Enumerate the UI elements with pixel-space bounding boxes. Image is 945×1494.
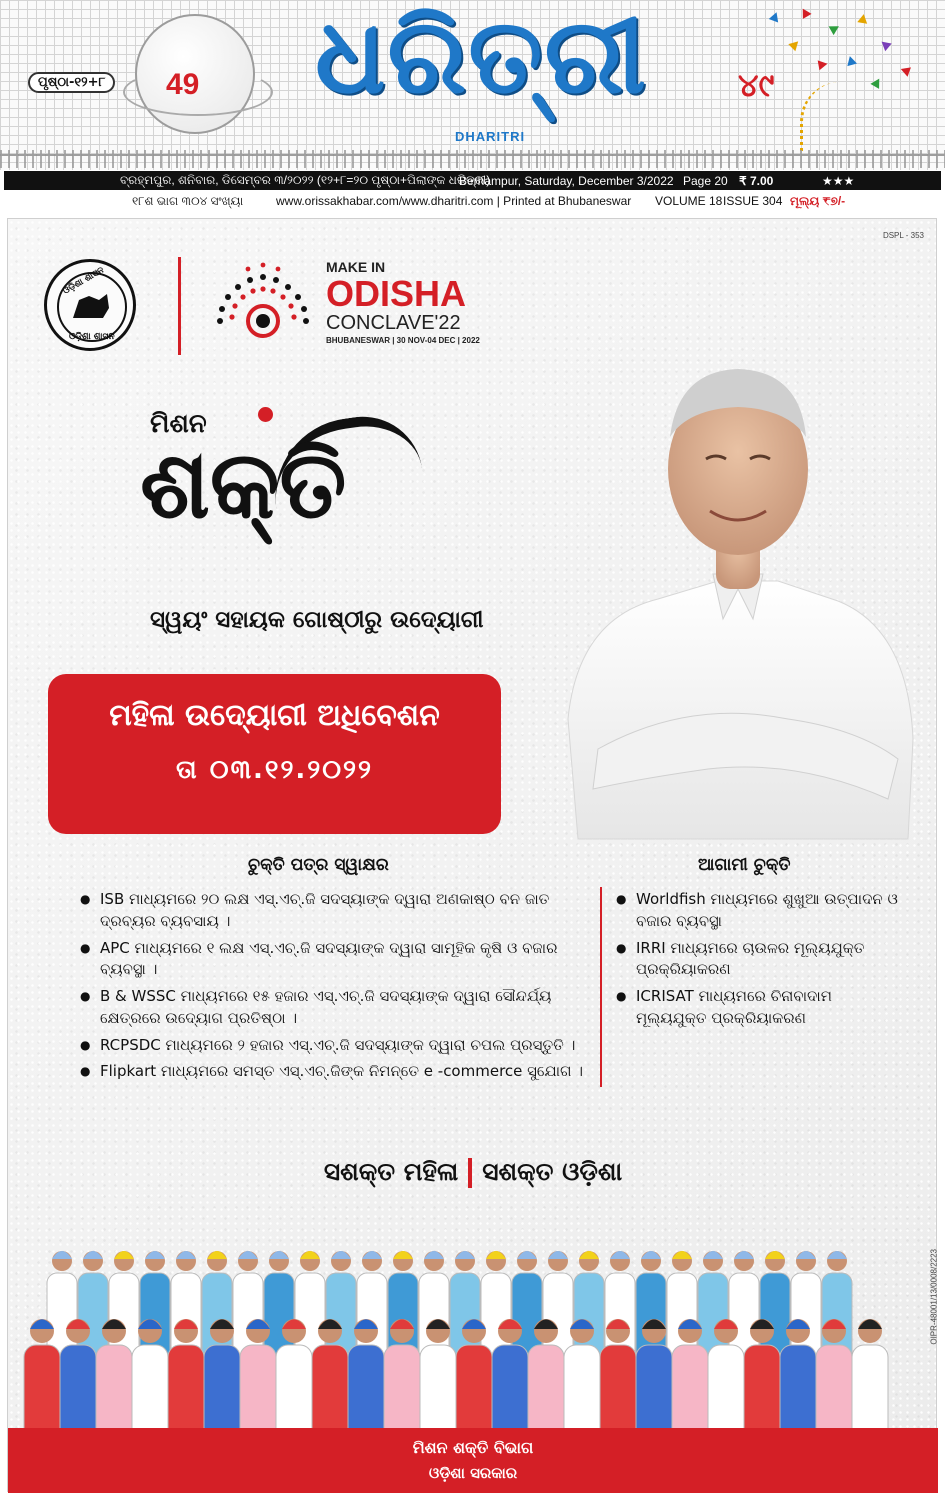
conclave-dot-eye-icon [208,261,318,339]
emblem-text-top: ଓଡ଼ିଶା ଶାସନ [61,265,107,297]
slogan-right: ସଶକ୍ତ ଓଡ଼ିଶା [482,1157,623,1186]
issue: ISSUE 304 [723,194,783,208]
upcoming-agreement-item: ● IRRI ମାଧ୍ୟମରେ ଚାଉଳର ମୂଲ୍ୟଯୁକ୍ତ ପ୍ରକ୍ରିୟାକରଣ [616,938,906,982]
elephant-horse-icon [69,288,113,324]
price-odia: ମୂଲ୍ୟ ₹୭/- [790,194,846,208]
government-name: ଓଡ଼ିଶା ସରକାର [428,1464,518,1482]
oipr-code: OIPR-48001/13/0008/2223 [930,1249,939,1345]
dateline-odia: ବ୍ରହ୍ମପୁର, ଶନିବାର, ଡିସେମ୍ବର ୩/୨୦୨୨ (୧୨+୮=୨୦ ପୃଷ୍ଠା+ପିଲାଙ୍କ ଧରିତ୍ରୀ) [120,173,491,187]
newspaper-title-latin: DHARITRI [455,129,526,144]
issue-number-left: 49 [166,68,200,101]
upcoming-agreements-list [616,889,906,1035]
odisha-emblem-icon [44,259,136,351]
event-box [48,674,501,834]
signed-agreement-item: ● ISB ମାଧ୍ୟମରେ ୨୦ ଲକ୍ଷ ଏସ୍.ଏଚ୍.ଜି ସଦସ୍ୟାଙ୍କ ଦ୍ୱାରା ଅଣକାଷ୍ଠ ବନ ଜାତ ଦ୍ରବ୍ୟର ବ୍ୟବସାୟ । [80,889,585,933]
chief-minister-portrait [538,319,918,839]
make-in-odisha-logo [326,259,480,345]
tagline: ସ୍ୱୟଂ ସହାୟକ ଗୋଷ୍ଠୀରୁ ଉଦ୍ୟୋଗୀ [150,607,484,633]
mission-word: ମିଶନ [150,409,207,439]
signed-agreements-list [80,889,585,1088]
volume-odia: ୧୮ଶ ଭାଗ ୩୦୪ ସଂଖ୍ୟା [132,194,244,208]
issue-number-right: ୪୯ [738,66,775,104]
women-entrepreneurs-group-photo [22,1219,922,1427]
page-number: Page 20 [683,173,728,188]
pages-badge: ପୃଷ୍ଠା-୧୨+୮ [28,72,115,93]
price: ₹ 7.00 [739,173,774,188]
dateline [4,171,941,190]
mission-shakti-advertisement [7,218,937,1492]
newspaper-title: ଧରିତ୍ରୀ [315,0,648,117]
event-title: ମହିଳା ଉଦ୍ୟୋଗୀ ଅଧିବେଶନ [109,698,440,733]
edition-stars: ★★★ [822,173,855,188]
fence-decoration [0,150,945,168]
person-figure [852,1319,888,1443]
slogan [8,1157,938,1188]
conclave-date: BHUBANESWAR | 30 NOV-04 DEC | 2022 [326,335,480,345]
dspl-code: DSPL - 353 [882,231,924,240]
column-divider [600,887,602,1087]
department-name: ମିଶନ ଶକ୍ତି ବିଭାଗ [412,1438,534,1457]
upcoming-agreement-item: ● Worldfish ମାଧ୍ୟମରେ ଶୁଖୁଆ ଉତ୍ପାଦନ ଓ ବଜାର ବ୍ୟବସ୍ଥା [616,889,906,933]
shakti-word: ଶକ୍ତି [140,431,347,540]
red-dot-icon [258,407,273,422]
signed-agreement-item: ● Flipkart ମାଧ୍ୟମରେ ସମସ୍ତ ଏସ୍.ଏଚ୍.ଜିଙ୍କ ନିମନ୍ତେ e -commerce ସୁଯୋଗ । [80,1061,585,1083]
websites: www.orissakhabar.com/www.dharitri.com | Printed at Bhubaneswar [276,194,632,208]
upcoming-agreements-heading: ଆଗାମୀ ଚୁକ୍ତି [698,855,791,875]
logo-divider [178,257,181,355]
signed-agreement-item: ● RCPSDC ମାଧ୍ୟମରେ ୨ ହଜାର ଏସ୍.ଏଚ୍.ଜି ସଦସ୍ୟାଙ୍କ ଦ୍ୱାରା ଚପଲ ପ୍ରସ୍ତୁତି । [80,1035,585,1057]
signed-agreements-heading: ଚୁକ୍ତି ପତ୍ର ସ୍ୱାକ୍ଷର [248,855,389,875]
subline [0,192,945,210]
signed-agreement-item: ● B & WSSC ମାଧ୍ୟମରେ ୧୫ ହଜାର ଏସ୍.ଏଚ୍.ଜି ସଦସ୍ୟାଙ୍କ ଦ୍ୱାରା ସୌନ୍ଦର୍ଯ୍ୟ କ୍ଷେତ୍ରରେ ଉଦ୍ୟୋଗ ପ୍ରତିଷ୍ଠା । [80,986,585,1030]
streamer-icon [800,82,860,152]
volume: VOLUME 18 [655,194,723,208]
emblem-text-bottom: ଓଡ଼ିଶା ଶାସନ [69,332,115,342]
make-in-label: MAKE IN [326,259,386,275]
conclave-label: CONCLAVE'22 [326,311,461,334]
slogan-divider [468,1158,472,1188]
footer-band [8,1428,938,1493]
odisha-label: ODISHA [326,273,467,314]
masthead [0,0,945,170]
signed-agreement-item: ● APC ମାଧ୍ୟମରେ ୧ ଲକ୍ଷ ଏସ୍.ଏଚ୍.ଜି ସଦସ୍ୟାଙ୍କ ଦ୍ୱାରା ସାମୂହିକ କୃଷି ଓ ବଜାର ବ୍ୟବସ୍ଥା । [80,938,585,982]
upcoming-agreement-item: ● ICRISAT ମାଧ୍ୟମରେ ଚିନାବାଦାମ ମୂଲ୍ୟଯୁକ୍ତ ପ୍ରକ୍ରିୟାକରଣ [616,986,906,1030]
event-date: ତା ୦୩.୧୨.୨୦୨୨ [176,755,373,785]
slogan-left: ସଶକ୍ତ ମହିଳା [323,1157,459,1186]
dateline-english: Berhampur, Saturday, December 3/2022 [459,173,674,188]
